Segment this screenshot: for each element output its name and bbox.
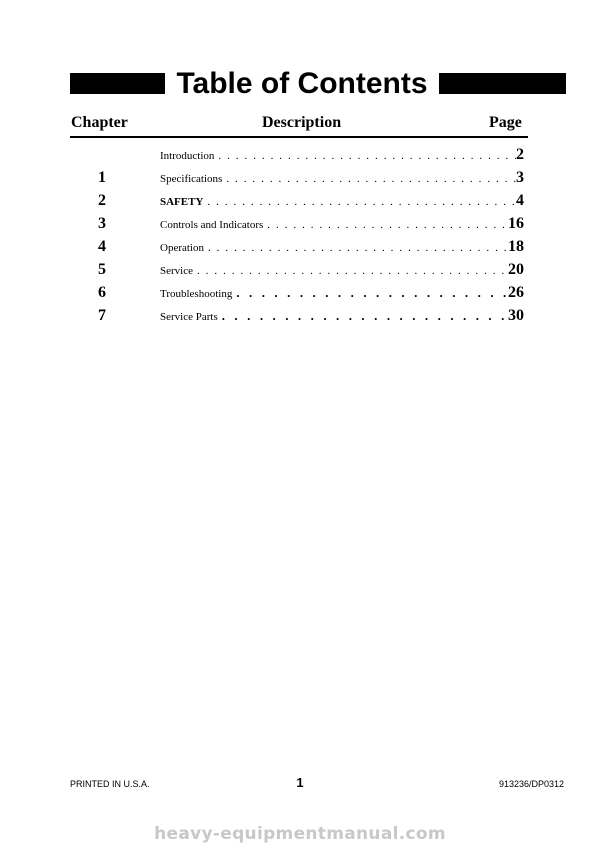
toc-leader-dots bbox=[236, 284, 508, 302]
title-band bbox=[70, 67, 566, 100]
toc-chapter-number: 1 bbox=[98, 169, 106, 186]
toc-leader-dots bbox=[218, 147, 516, 165]
toc-entry[interactable] bbox=[160, 192, 524, 211]
title-bar-left bbox=[70, 73, 165, 94]
page-title: Table of Contents bbox=[176, 67, 428, 100]
toc-entry-title: Service Parts bbox=[160, 311, 218, 323]
toc-page-number: 20 bbox=[508, 261, 524, 278]
toc-chapter-number: 7 bbox=[98, 307, 106, 324]
toc-entry-title: Operation bbox=[160, 242, 204, 254]
toc-entry[interactable] bbox=[160, 169, 524, 188]
footer-printed-in: PRINTED IN U.S.A. bbox=[70, 779, 150, 789]
toc-leader-dots bbox=[197, 262, 508, 280]
toc-entry-title: Troubleshooting bbox=[160, 288, 233, 300]
toc-leader-dots bbox=[226, 170, 516, 188]
toc-entry-title: Controls and Indicators bbox=[160, 219, 264, 231]
toc-entry-title: Introduction bbox=[160, 150, 215, 162]
toc-chapter-number: 4 bbox=[98, 238, 106, 255]
toc-leader-dots bbox=[208, 239, 508, 257]
toc-list bbox=[0, 144, 600, 328]
footer-document-code: 913236/DP0312 bbox=[498, 779, 564, 789]
toc-row[interactable] bbox=[0, 144, 600, 167]
toc-page-number: 2 bbox=[516, 146, 524, 163]
column-header-description: Description bbox=[262, 114, 342, 131]
toc-row[interactable] bbox=[0, 190, 600, 213]
toc-row[interactable] bbox=[0, 282, 600, 305]
toc-row[interactable] bbox=[0, 236, 600, 259]
footer-page-number: 1 bbox=[296, 775, 304, 790]
toc-row[interactable] bbox=[0, 167, 600, 190]
toc-entry-title: Specifications bbox=[160, 173, 223, 185]
toc-row[interactable] bbox=[0, 213, 600, 236]
toc-page-number: 30 bbox=[508, 307, 524, 324]
toc-entry[interactable] bbox=[160, 307, 524, 326]
toc-entry-title: SAFETY bbox=[160, 196, 204, 208]
toc-leader-dots bbox=[267, 216, 508, 234]
toc-page-number: 26 bbox=[508, 284, 524, 301]
toc-chapter-number: 6 bbox=[98, 284, 106, 301]
toc-page-number: 4 bbox=[516, 192, 524, 209]
toc-page-number: 3 bbox=[516, 169, 524, 186]
toc-entry[interactable] bbox=[160, 215, 524, 234]
toc-leader-dots bbox=[207, 193, 516, 211]
toc-chapter-number: 5 bbox=[98, 261, 106, 278]
toc-page-number: 16 bbox=[508, 215, 524, 232]
toc-entry-title: Service bbox=[160, 265, 193, 277]
toc-chapter-number: 3 bbox=[98, 215, 106, 232]
toc-entry[interactable] bbox=[160, 261, 524, 280]
toc-row[interactable] bbox=[0, 259, 600, 282]
toc-row[interactable] bbox=[0, 305, 600, 328]
toc-entry[interactable] bbox=[160, 284, 524, 303]
watermark: heavy-equipmentmanual.com bbox=[154, 824, 446, 844]
toc-leader-dots bbox=[222, 307, 508, 325]
title-bar-right bbox=[439, 73, 566, 94]
column-header-chapter: Chapter bbox=[71, 114, 128, 131]
toc-page-number: 18 bbox=[508, 238, 524, 255]
toc-entry[interactable] bbox=[160, 238, 524, 257]
toc-chapter-number: 2 bbox=[98, 192, 106, 209]
toc-entry[interactable] bbox=[160, 146, 524, 165]
column-header-page: Page bbox=[489, 114, 522, 131]
header-rule bbox=[70, 136, 528, 138]
